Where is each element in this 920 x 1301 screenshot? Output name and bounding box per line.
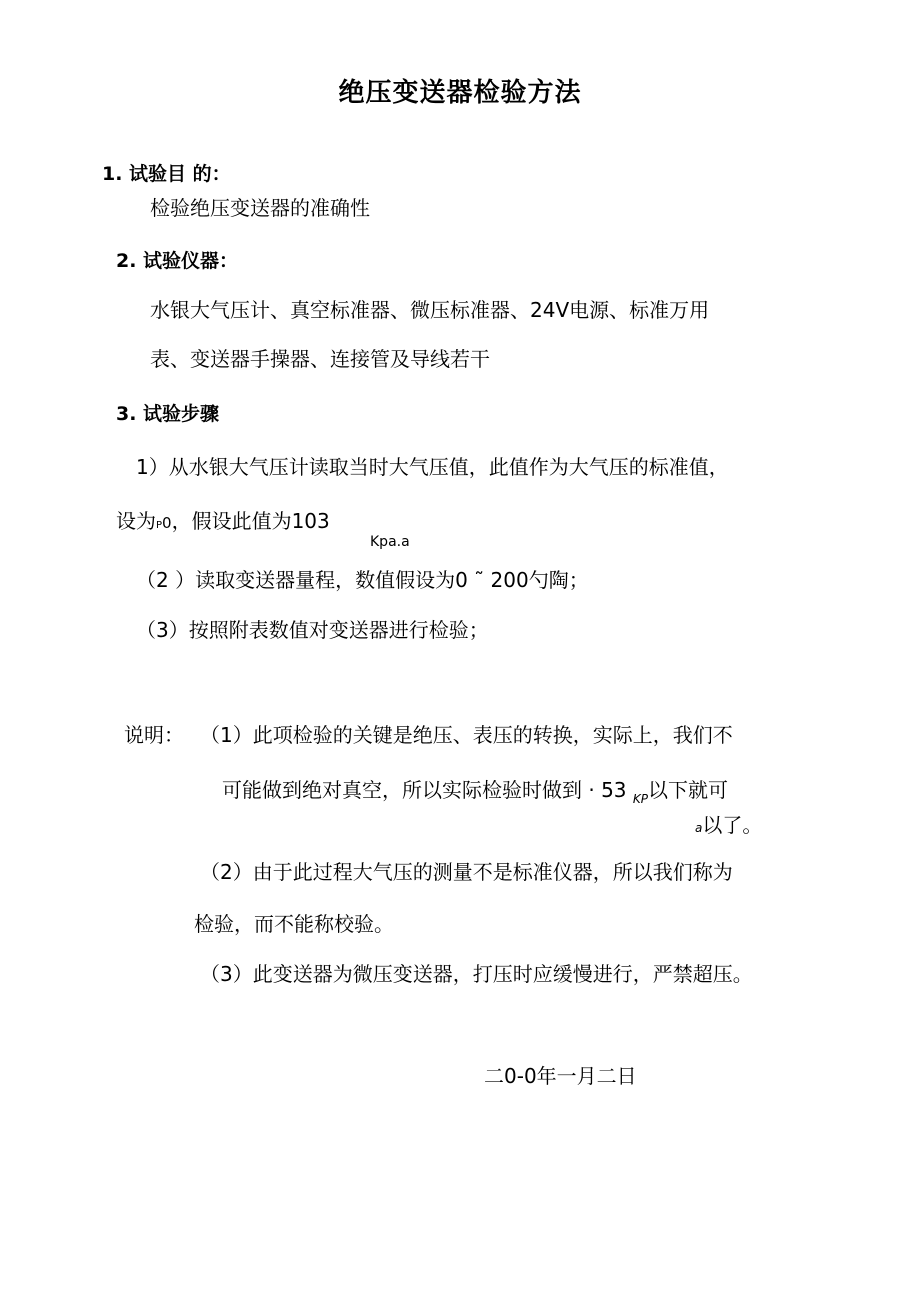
step-1-prefix: 设为 bbox=[116, 509, 156, 533]
step-1-p-symbol: P bbox=[156, 520, 163, 531]
section-2-line-1: 水银大气压计、真空标准器、微压标准器、24V电源、标准万用 bbox=[150, 298, 710, 322]
note-2-line-1: （2）由于此过程大气压的测量不是标准仪器，所以我们称为 bbox=[200, 860, 733, 884]
note-1-rest: 以下就可 bbox=[648, 778, 728, 802]
section-1-content: 检验绝压变送器的准确性 bbox=[150, 196, 370, 220]
note-1-line-3 bbox=[695, 815, 762, 835]
step-1-line-2 bbox=[116, 511, 330, 531]
step-1-line-1: 1）从水银大气压计读取当时大气压值，此值作为大气压的标准值， bbox=[136, 455, 729, 479]
notes-label: 说明： bbox=[124, 723, 184, 747]
step-1-unit: Kpa.a bbox=[370, 534, 410, 550]
step-1-zero: 0 bbox=[162, 514, 172, 532]
step-1-rest: ，假设此值为103 bbox=[171, 509, 330, 533]
section-2-heading: 2. 试验仪器： bbox=[116, 250, 239, 272]
note-1-line-2 bbox=[222, 778, 728, 806]
section-2-line-2: 表、变送器手操器、连接管及导线若干 bbox=[150, 347, 490, 371]
note-1-end: 以了。 bbox=[702, 813, 763, 837]
step-2: （2 ）读取变送器量程，数值假设为0 ˜ 200勺陶； bbox=[136, 568, 589, 592]
note-1-text: 可能做到绝对真空，所以实际检验时做到 · 53 bbox=[222, 778, 627, 802]
note-1-a-unit: a bbox=[695, 821, 703, 835]
note-1-kp-unit: KP bbox=[632, 792, 648, 806]
document-title: 绝压变送器检验方法 bbox=[338, 78, 582, 108]
step-3: （3）按照附表数值对变送器进行检验； bbox=[136, 618, 489, 642]
document-date: 二0-0年一月二日 bbox=[484, 1064, 637, 1088]
note-3: （3）此变送器为微压变送器，打压时应缓慢进行，严禁超压。 bbox=[200, 962, 753, 986]
note-2-line-2: 检验，而不能称校验。 bbox=[194, 912, 394, 936]
note-1-line-1: （1）此项检验的关键是绝压、表压的转换，实际上，我们不 bbox=[200, 723, 733, 747]
section-1-heading: 1. 试验目 的： bbox=[102, 163, 231, 185]
section-3-heading: 3. 试验步骤 bbox=[116, 403, 220, 425]
